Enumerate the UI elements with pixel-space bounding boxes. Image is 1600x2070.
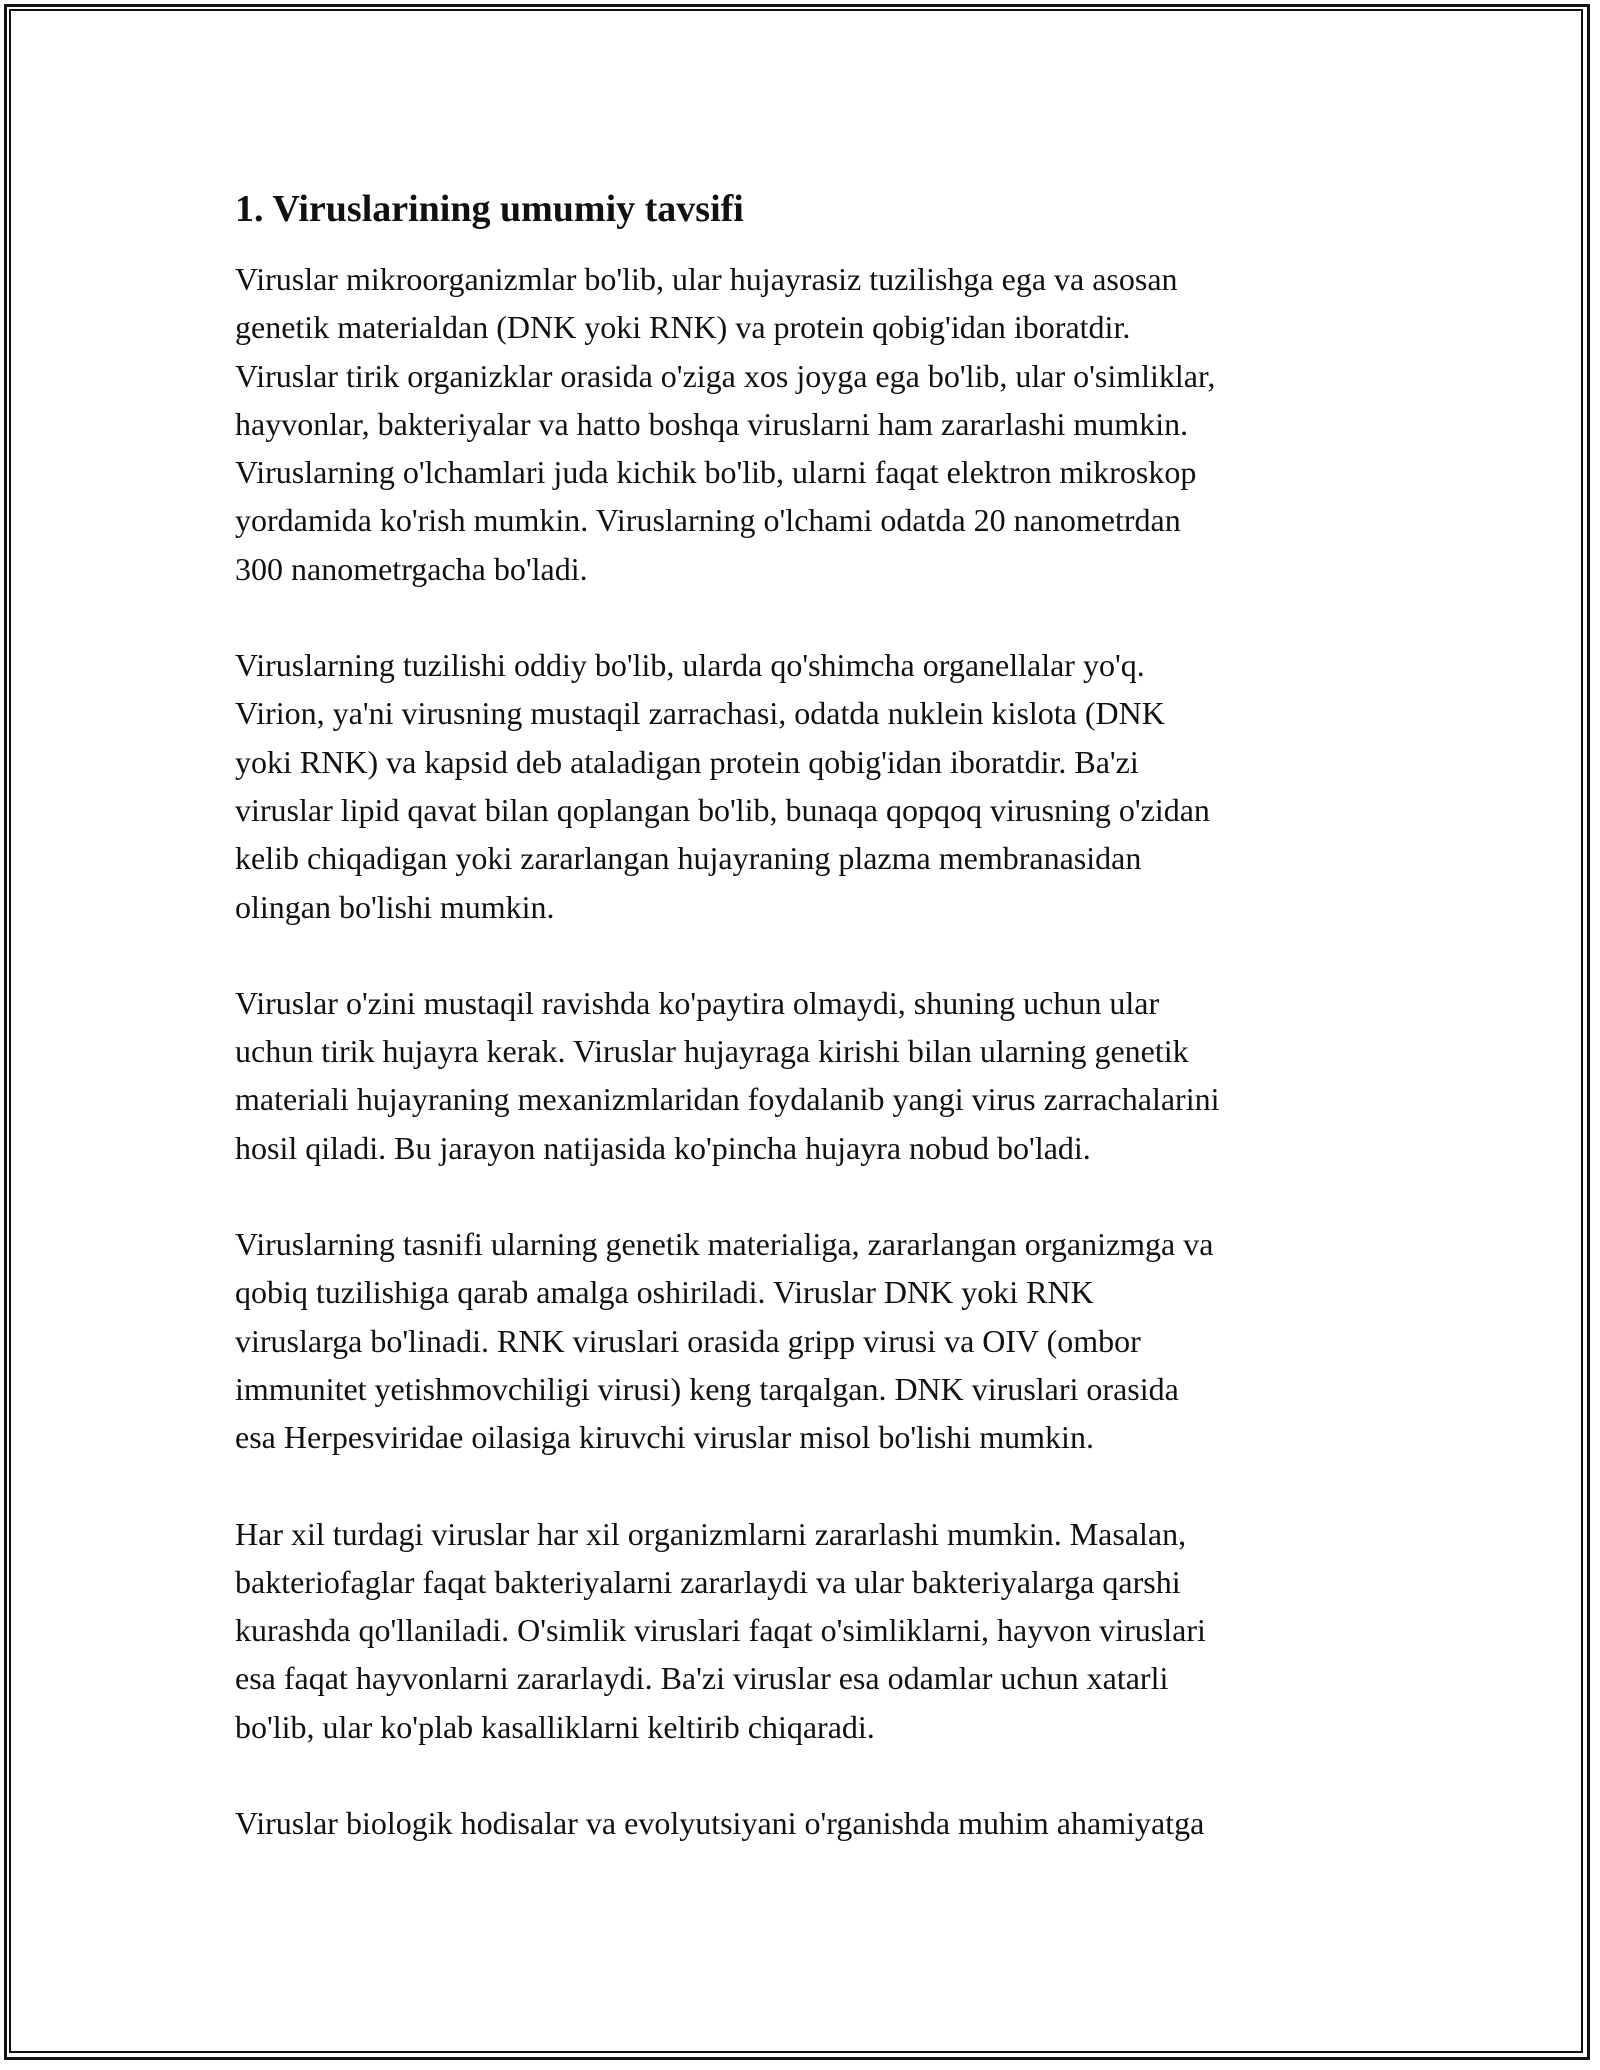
paragraph <box>235 255 1380 593</box>
text-line: 300 nanometrgacha bo'ladi. <box>235 550 588 587</box>
text-line: bo'lib, ular ko'plab kasalliklarni keltirib chiqaradi. <box>235 1708 875 1745</box>
document-body <box>235 185 1380 1895</box>
paragraph <box>235 1799 1380 1847</box>
text-line: bakteriofaglar faqat bakteriyalarni zararlaydi va ular bakteriyalarga qarshi <box>235 1563 1181 1600</box>
paragraph <box>235 641 1380 931</box>
text-line: uchun tirik hujayra kerak. Viruslar hujayraga kirishi bilan ularning genetik <box>235 1033 1189 1070</box>
text-line: Viruslar biologik hodisalar va evolyutsiyani o'rganishda muhim ahamiyatga <box>235 1805 1205 1842</box>
text-line: Har xil turdagi viruslar har xil organizmlarni zararlashi mumkin. Masalan, <box>235 1515 1187 1552</box>
text-line: Viruslarning o'lchamlari juda kichik bo'lib, ularni faqat elektron mikroskop <box>235 454 1197 491</box>
text-line: Virion, ya'ni virusning mustaqil zarrachasi, odatda nuklein kislota (DNK <box>235 695 1165 732</box>
text-line: hayvonlar, bakteriyalar va hatto boshqa viruslarni ham zararlashi mumkin. <box>235 405 1189 442</box>
text-line: viruslar lipid qavat bilan qoplangan bo'lib, bunaqa qopqoq virusning o'zidan <box>235 791 1210 828</box>
text-line: kelib chiqadigan yoki zararlangan hujayraning plazma membranasidan <box>235 840 1142 877</box>
text-line: olingan bo'lishi mumkin. <box>235 888 555 925</box>
text-line: genetik materialdan (DNK yoki RNK) va protein qobig'idan iboratdir. <box>235 309 1131 346</box>
text-line: viruslarga bo'linadi. RNK viruslari orasida gripp virusi va OIV (ombor <box>235 1322 1141 1359</box>
paragraph-list <box>235 255 1380 1847</box>
text-line: Viruslar mikroorganizmlar bo'lib, ular hujayrasiz tuzilishga ega va asosan <box>235 261 1178 297</box>
text-line: materiali hujayraning mexanizmlaridan foydalanib yangi virus zarrachalarini <box>235 1081 1220 1118</box>
text-line: esa faqat hayvonlarni zararlaydi. Ba'zi viruslar esa odamlar uchun xatarli <box>235 1660 1169 1697</box>
paragraph <box>235 1220 1380 1461</box>
text-line: yoki RNK) va kapsid deb ataladigan protein qobig'idan iboratdir. Ba'zi <box>235 743 1139 780</box>
text-line: Viruslarning tasnifi ularning genetik materialiga, zararlangan organizmga va <box>235 1226 1214 1263</box>
text-line: yordamida ko'rish mumkin. Viruslarning o'lchami odatda 20 nanometrdan <box>235 502 1181 539</box>
text-line: qobiq tuzilishiga qarab amalga oshiriladi. Viruslar DNK yoki RNK <box>235 1274 1094 1311</box>
text-line: Viruslarning tuzilishi oddiy bo'lib, ularda qo'shimcha organellalar yo'q. <box>235 647 1145 684</box>
text-line: Viruslar o'zini mustaqil ravishda ko'paytira olmaydi, shuning uchun ular <box>235 984 1160 1021</box>
section-heading: 1. Viruslarining umumiy tavsifi <box>235 188 744 230</box>
text-line: kurashda qo'llaniladi. O'simlik viruslari faqat o'simliklarni, hayvon viruslari <box>235 1612 1206 1649</box>
text-line: immunitet yetishmovchiligi virusi) keng tarqalgan. DNK viruslari orasida <box>235 1370 1179 1407</box>
paragraph <box>235 1510 1380 1751</box>
text-line: Viruslar tirik organizklar orasida o'ziga xos joyga ega bo'lib, ular o'simliklar, <box>235 357 1216 394</box>
paragraph <box>235 979 1380 1172</box>
text-line: esa Herpesviridae oilasiga kiruvchi viruslar misol bo'lishi mumkin. <box>235 1419 1094 1456</box>
text-line: hosil qiladi. Bu jarayon natijasida ko'pincha hujayra nobud bo'ladi. <box>235 1129 1091 1166</box>
